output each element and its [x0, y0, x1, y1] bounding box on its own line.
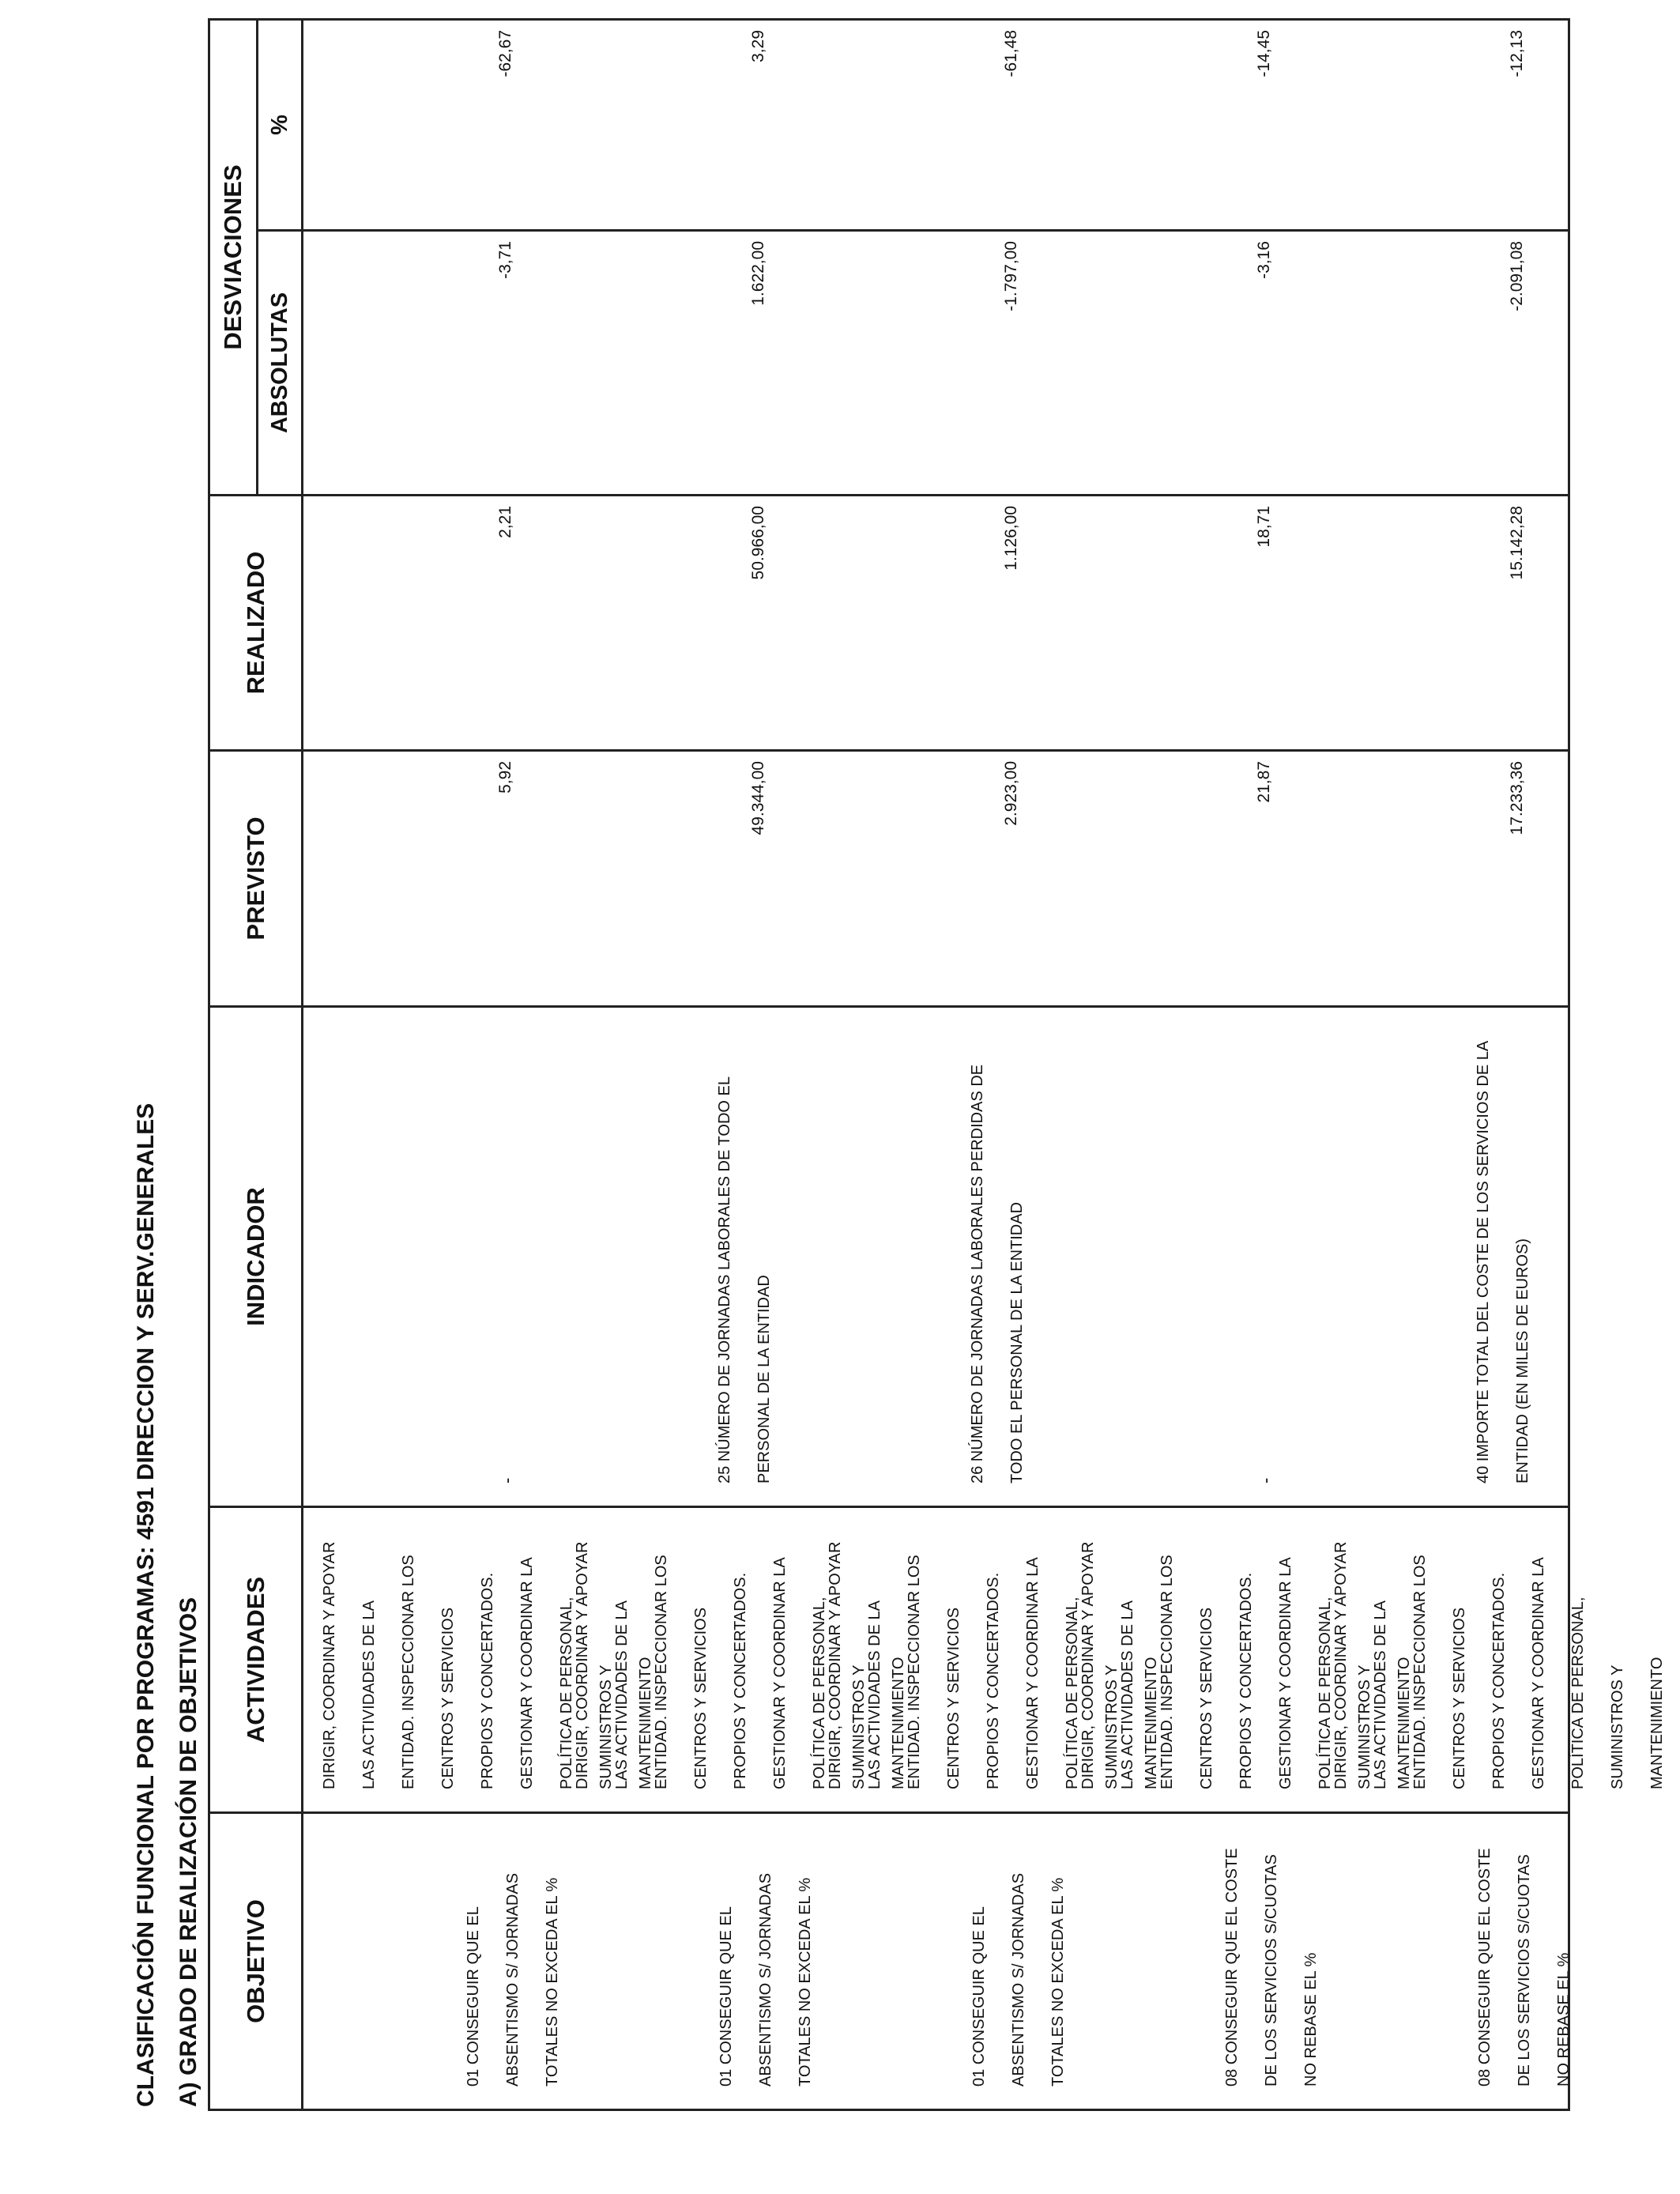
actividades-2: DIRIGIR, COORDINAR Y APOYAR LAS ACTIVIDADES DE LA ENTIDAD. INSPECCIONAR LOS CENTROS Y SERVICIOS PROPIOS Y CONCERTADOS. GESTIONAR Y COORDINAR LA POLÍTICA DE PERSONAL, SUMINISTROS Y MANTENIMIENTO: [574, 1541, 907, 1789]
absolutas-5: -2.091,08: [1508, 241, 1526, 311]
objetivo-4: 08 CONSEGUIR QUE EL COSTE DE LOS SERVICIOS S/CUOTAS NO REBASE EL %: [1223, 1848, 1320, 2087]
column-indicador: [303, 1007, 1569, 1507]
objetivo-2: 01 CONSEGUIR QUE EL ABSENTISMO S/ JORNADAS TOTALES NO EXCEDA EL %: [718, 1872, 814, 2087]
realizado-5: 15.142,28: [1508, 506, 1526, 580]
header-desviaciones: DESVIACIONES: [209, 20, 258, 496]
indicador-1: -: [497, 1477, 517, 1483]
pct-1: -62,67: [496, 30, 514, 77]
actividades-3: DIRIGIR, COORDINAR Y APOYAR LAS ACTIVIDADES DE LA ENTIDAD. INSPECCIONAR LOS CENTROS Y SERVICIOS PROPIOS Y CONCERTADOS. GESTIONAR Y COORDINAR LA POLÍTICA DE PERSONAL, SUMINISTROS Y MANTENIMIENTO: [827, 1541, 1160, 1789]
page-title: CLASIFICACIÓN FUNCIONAL POR PROGRAMAS: 4591 DIRECCION Y SERV.GENERALES: [133, 1103, 159, 2107]
header-row: [209, 20, 258, 2110]
pct-5: -12,13: [1508, 30, 1526, 77]
indicador-2: 25 NÚMERO DE JORNADAS LABORALES DE TODO EL PERSONAL DE LA ENTIDAD: [716, 1076, 773, 1483]
header-objetivo: OBJETIVO: [209, 1813, 303, 2110]
realizado-1: 2,21: [496, 506, 514, 538]
actividades-4: DIRIGIR, COORDINAR Y APOYAR LAS ACTIVIDADES DE LA ENTIDAD. INSPECCIONAR LOS CENTROS Y SERVICIOS PROPIOS Y CONCERTADOS. GESTIONAR Y COORDINAR LA POLÍTICA DE PERSONAL, SUMINISTROS Y MANTENIMIENTO: [1079, 1541, 1413, 1789]
pct-4: -14,45: [1255, 30, 1273, 77]
column-pct: [303, 20, 1569, 231]
previsto-4: 21,87: [1255, 761, 1273, 803]
objectives-table: [208, 18, 1666, 2111]
absolutas-1: -3,71: [496, 241, 514, 279]
absolutas-3: -1.797,00: [1002, 241, 1020, 311]
realizado-4: 18,71: [1255, 506, 1273, 548]
column-objetivo: [303, 1813, 1573, 2110]
page-subtitle: A) GRADO DE REALIZACIÓN DE OBJETIVOS: [175, 1596, 202, 2107]
column-actividades: [303, 1507, 1666, 1813]
absolutas-2: 1.622,00: [749, 241, 767, 306]
actividades-1: DIRIGIR, COORDINAR Y APOYAR LAS ACTIVIDADES DE LA ENTIDAD. INSPECCIONAR LOS CENTROS Y SERVICIOS PROPIOS Y CONCERTADOS. GESTIONAR Y COORDINAR LA POLÍTICA DE PERSONAL, SUMINISTROS Y MANTENIMIENTO: [321, 1541, 654, 1789]
pct-2: 3,29: [749, 30, 767, 62]
table-body-row: [303, 20, 1569, 2110]
actividades-5: DIRIGIR, COORDINAR Y APOYAR LAS ACTIVIDADES DE LA ENTIDAD. INSPECCIONAR LOS CENTROS Y SERVICIOS PROPIOS Y CONCERTADOS. GESTIONAR Y COORDINAR LA POLÍTICA DE PERSONAL, SUMINISTROS Y MANTENIMIENTO: [1332, 1541, 1666, 1789]
objetivo-3: 01 CONSEGUIR QUE EL ABSENTISMO S/ JORNADAS TOTALES NO EXCEDA EL %: [970, 1872, 1067, 2087]
column-absolutas: [303, 231, 1569, 496]
indicador-5: 40 IMPORTE TOTAL DEL COSTE DE LOS SERVICIOS DE LA ENTIDAD (EN MILES DE EUROS): [1475, 1041, 1531, 1483]
indicador-4: -: [1256, 1477, 1275, 1483]
indicador-3: 26 NÚMERO DE JORNADAS LABORALES PERDIDAS DE TODO EL PERSONAL DE LA ENTIDAD: [969, 1064, 1026, 1483]
previsto-5: 17.233,36: [1508, 761, 1526, 835]
previsto-1: 5,92: [496, 761, 514, 794]
realizado-2: 50.966,00: [749, 506, 767, 580]
column-realizado: [303, 496, 1569, 751]
objetivo-5: 08 CONSEGUIR QUE EL COSTE DE LOS SERVICIOS S/CUOTAS NO REBASE EL %: [1476, 1848, 1573, 2087]
pct-3: -61,48: [1002, 30, 1020, 77]
previsto-3: 2.923,00: [1002, 761, 1020, 826]
header-previsto: PREVISTO: [209, 751, 303, 1007]
header-realizado: REALIZADO: [209, 496, 303, 751]
realizado-3: 1.126,00: [1002, 506, 1020, 571]
column-previsto: [303, 751, 1569, 1007]
header-indicador: INDICADOR: [209, 1007, 303, 1507]
header-pct: %: [258, 20, 303, 231]
objetivo-1: 01 CONSEGUIR QUE EL ABSENTISMO S/ JORNADAS TOTALES NO EXCEDA EL %: [465, 1872, 561, 2087]
previsto-2: 49.344,00: [749, 761, 767, 835]
absolutas-4: -3,16: [1255, 241, 1273, 279]
header-absolutas: ABSOLUTAS: [258, 231, 303, 496]
header-actividades: ACTIVIDADES: [209, 1507, 303, 1813]
